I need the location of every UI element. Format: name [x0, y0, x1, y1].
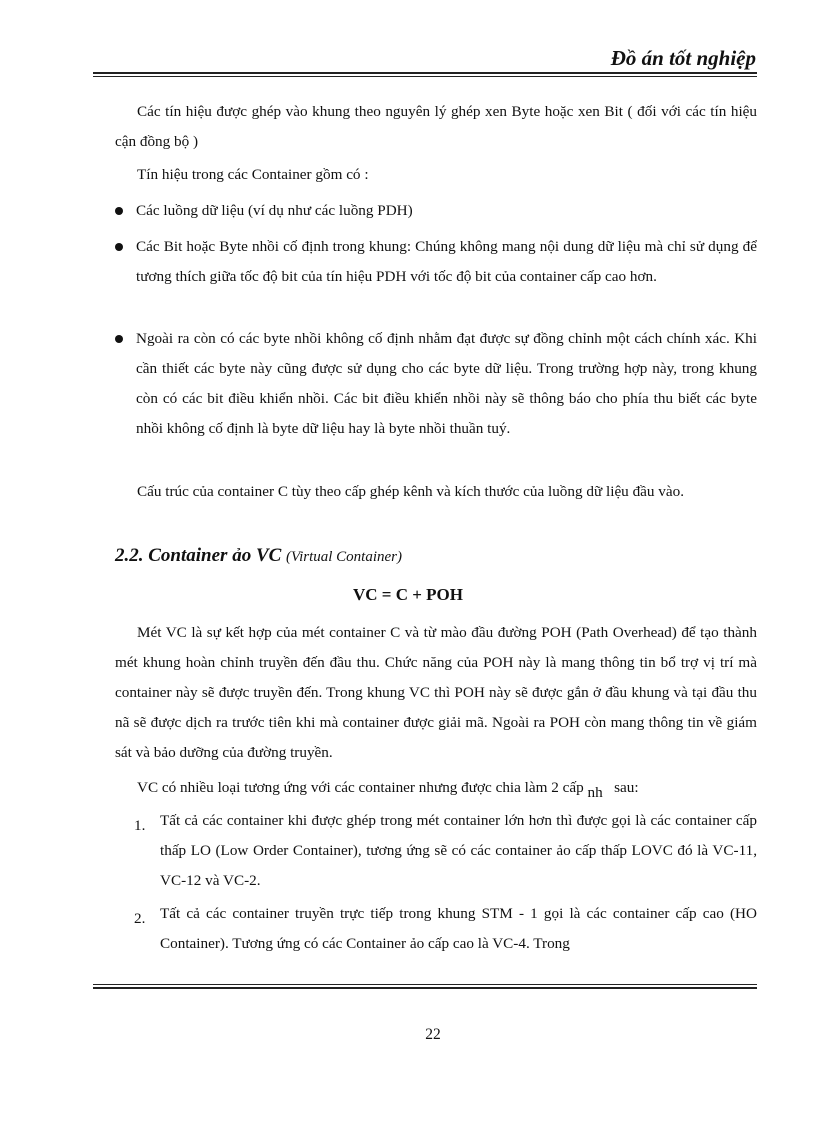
paragraph-3: Cấu trúc của container C tùy theo cấp ghép kênh và kích thước của luồng dữ liệu đầu vào.	[137, 483, 685, 500]
paragraph-5-sub: nh	[587, 784, 603, 801]
paragraph-4: Mét VC là sự kết hợp của mét container C và từ mào đầu đường POH (Path Overhead) để tạo thành mét khung hoàn chỉnh truyền đến đầu thu. Chức năng của POH này là mang thông tin bổ trợ vị trí mà container này sẽ được truyền đến. Trong khung VC thì POH này sẽ được gắn ở đầu khung và tại đầu thu nã sẽ được dịch ra trước tiên khi mà container được giải mã. Ngoài ra POH còn mang thông tin về giám sát và bảo dưỡng của đường truyền.	[115, 624, 757, 761]
paragraph-5	[115, 773, 757, 803]
formula: VC = C + POH	[352, 585, 464, 604]
item-number: 1.	[134, 817, 146, 834]
footer-rule-thick	[93, 987, 757, 989]
bullet-marker	[115, 243, 123, 251]
bullet-marker	[115, 207, 123, 215]
item-text: Tất cả các container khi được ghép trong mét container lớn hơn thì được gọi là các container cấp thấp LO (Low Order Container), tương ứng sẽ có các container ảo cấp thấp LOVC đó là VC-11, VC-12 và VC-2.	[160, 812, 757, 889]
footer-rule-thin	[93, 984, 757, 985]
section-subtitle: (Virtual Container)	[286, 549, 403, 565]
section-heading	[115, 545, 402, 567]
section-title: 2.2. Container ảo VC	[115, 545, 282, 566]
bullet-marker	[115, 335, 123, 343]
header-rule-thin	[93, 76, 757, 77]
bullet-text: Các luồng dữ liệu (ví dụ như các luồng PDH)	[136, 202, 413, 219]
item-number: 2.	[134, 910, 146, 927]
header-title: Đồ án tốt nghiệp	[610, 46, 756, 70]
header-rule-thick	[93, 72, 757, 74]
bullet-text: Ngoài ra còn có các byte nhồi không cố định nhằm đạt được sự đồng chỉnh một cách chính xác. Khi cần thiết các byte này cũng được sử dụng cho các byte dữ liệu. Trong trường hợp này, trong khung còn có các bit điều khiển nhồi. Các bit điều khiển nhồi này sẽ thông báo cho phía thu biết các byte nhồi không cố định là byte dữ liệu hay là byte nhồi thuần tuý.	[136, 330, 757, 437]
page-number: 22	[425, 1026, 441, 1043]
paragraph-1: Các tín hiệu được ghép vào khung theo nguyên lý ghép xen Byte hoặc xen Bit ( đối với các tín hiệu cận đồng bộ )	[115, 103, 757, 150]
paragraph-5-main: VC có nhiều loại tương ứng với các container nhưng được chia làm 2 cấp	[137, 779, 584, 796]
item-text: Tất cả các container truyền trực tiếp trong khung STM - 1 gọi là các container cấp cao (HO Container). Tương ứng có các Container ảo cấp cao là VC-4. Trong	[160, 905, 757, 952]
bullet-text: Các Bit hoặc Byte nhồi cố định trong khung: Chúng không mang nội dung dữ liệu mà chỉ sử dụng để tương thích giữa tốc độ bit của tín hiệu PDH với tốc độ bit của container cấp cao hơn.	[136, 238, 757, 285]
paragraph-2: Tín hiệu trong các Container gồm có :	[137, 166, 369, 183]
paragraph-5-tail: sau:	[614, 779, 639, 796]
